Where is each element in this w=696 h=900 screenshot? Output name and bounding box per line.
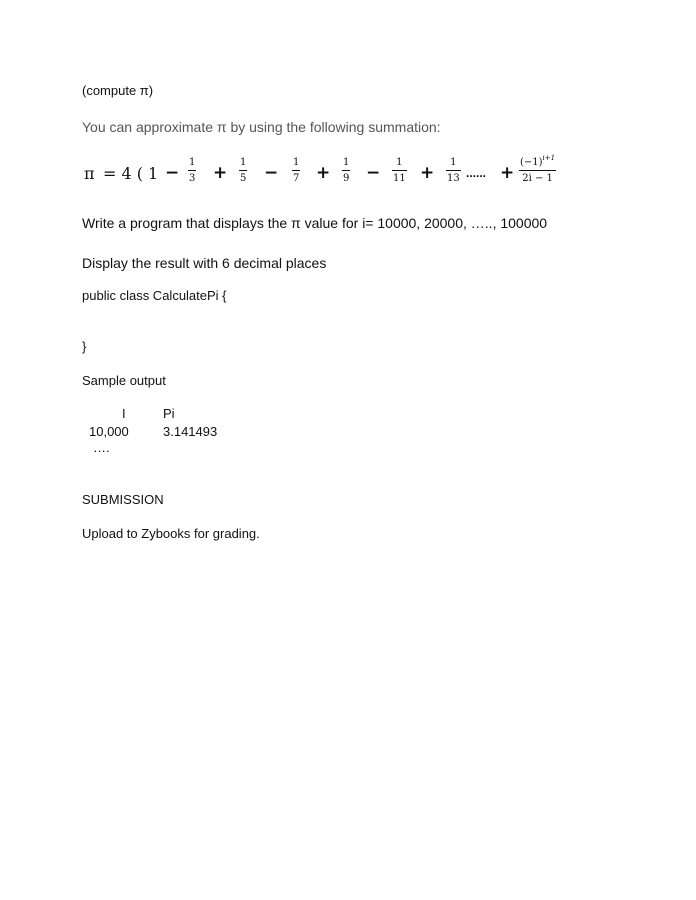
general-term-denominator: 2i − 1 xyxy=(522,173,553,184)
last-term-op: + xyxy=(500,163,515,183)
fraction-numerator: 1 xyxy=(189,157,196,168)
column-header-i: I xyxy=(122,406,126,421)
term-fraction xyxy=(446,157,461,185)
term-op: − xyxy=(366,163,381,183)
intro-text: You can approximate π by using the following summation: xyxy=(82,119,441,135)
sample-output-title: Sample output xyxy=(82,373,166,388)
column-header-pi: Pi xyxy=(163,406,175,421)
fraction-numerator: 1 xyxy=(450,157,457,168)
task-write-program: Write a program that displays the π value for i= 10000, 20000, ….., 100000 xyxy=(82,215,548,231)
compute-pi-label: (compute π) xyxy=(82,83,154,98)
fraction-denominator: 7 xyxy=(293,173,300,184)
term-op: + xyxy=(420,163,435,183)
fraction-denominator: 5 xyxy=(240,173,247,184)
term-fraction xyxy=(188,157,196,185)
fraction-denominator: 13 xyxy=(447,173,460,184)
term-op: − xyxy=(165,163,180,183)
term-op: + xyxy=(316,163,331,183)
fraction-numerator: 1 xyxy=(293,157,300,168)
submission-text: Upload to Zybooks for grading. xyxy=(82,526,260,541)
fraction-denominator: 9 xyxy=(343,173,350,184)
fraction-numerator: 1 xyxy=(343,157,350,168)
pi-symbol: π xyxy=(84,164,95,183)
term-one: 1 xyxy=(148,164,159,183)
formula-ellipsis: ...... xyxy=(466,166,487,180)
general-term-fraction xyxy=(519,154,556,185)
general-term-numerator: $(-1)^{i+1}$ xyxy=(520,154,556,168)
general-term-exponent: i+1 xyxy=(542,154,556,162)
term-fraction xyxy=(292,157,300,185)
class-open-line: public class CalculatePi { xyxy=(82,288,227,303)
class-close-brace: } xyxy=(82,339,87,354)
term-op: − xyxy=(264,163,279,183)
submission-title: SUBMISSION xyxy=(82,492,164,507)
term-fraction xyxy=(392,157,407,185)
fraction-denominator: 11 xyxy=(393,173,406,184)
sample-more-ellipsis: …. xyxy=(93,440,110,455)
fraction-numerator: 1 xyxy=(240,157,247,168)
fraction-denominator: 3 xyxy=(189,173,196,184)
term-fraction xyxy=(342,157,350,185)
task-decimal-places: Display the result with 6 decimal places xyxy=(82,255,327,271)
term-fraction xyxy=(239,157,247,185)
row-pi-value: 3.141493 xyxy=(163,424,218,439)
row-i-value: 10,000 xyxy=(89,424,129,439)
equals-four: = 4 ( xyxy=(103,164,143,183)
term-op: + xyxy=(213,163,228,183)
fraction-numerator: 1 xyxy=(396,157,403,168)
